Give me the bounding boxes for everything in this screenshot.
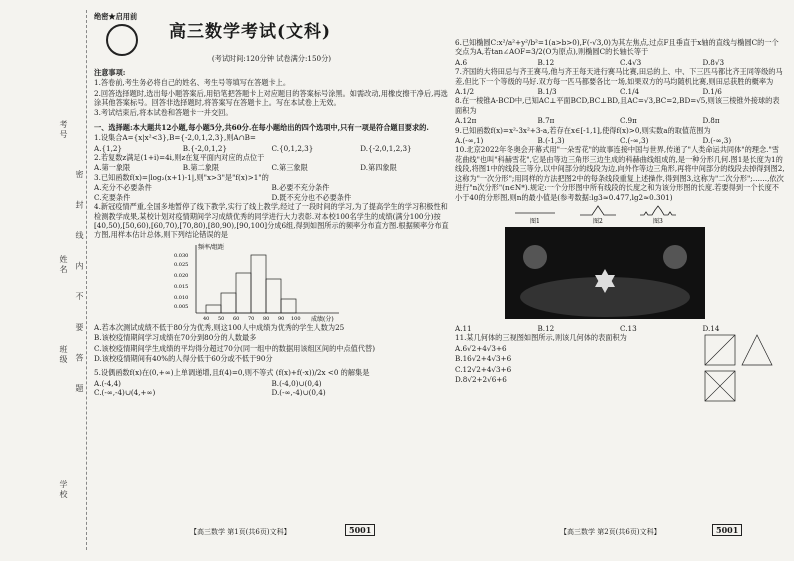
q8-options bbox=[455, 116, 785, 125]
question-5: 5.设偶函数f(x)在(0,+∞)上单调递增,且f(4)=0,则不等式 (f(x)+f(-x))/2x <0 的解集是 bbox=[94, 368, 370, 378]
question-10: 10.北京2022年冬奥会开幕式用"一朵雪花"的故事连接中国与世界,传递了"人类命运共同体"的理念."雪花曲线"也叫"科赫雪花",它是由等边三角形三边生成的科赫曲线组成的,是一种分形几何.图1是长度为1的线段,将图1中的线段三等分,以中间部分的线段为边,向外作等边三角形,再将中间部分的线段去掉得到图2,这称为"一次分形";用同样的方法把图2中的每条线段重复上述操作,得到图3,这称为"二次分形";……,依次进行"n次分形"(n∈N*).规定:一个分形图中所有线段的长度之和为该分形图的长度.若要得到一个长度不小于40的分形图,则n的最小值是(参考数据:lg3≈0.477,lg2≈0.301) bbox=[455, 145, 785, 202]
name-label: 姓名 bbox=[59, 255, 68, 275]
option: C.(-∞,-4)∪(4,+∞) bbox=[94, 388, 156, 398]
q1-options bbox=[94, 144, 449, 153]
option: C.9π bbox=[620, 116, 637, 126]
seal-line bbox=[86, 10, 87, 550]
page1-code bbox=[345, 525, 375, 535]
school-label: 学校 bbox=[59, 480, 68, 500]
question-3: 3.已知函数f(x)=|log₂(x+1)-1|,则"x>3"是"f(x)>1"的 bbox=[94, 172, 269, 182]
option: A.第一象限 bbox=[94, 163, 131, 173]
option: B.(-4,0)∪(0,4) bbox=[271, 378, 322, 388]
option: B.第二象限 bbox=[182, 163, 220, 173]
question-4: 4.新冠疫情严重,全国多地暂停了线下教学,实行了线上教学,经过了一段时间的学习,为了提高学生的学习积极性和检测教学成果,某校计划对疫情期间学习成绩优秀的同学进行大力表彰.对本校100名学生的成绩(满分100分)按[40,50),[50,60),[60,70),[70,80),[80,90),[90,100]分成6组,得到如图所示的频率分布直方图.根据频率分布直方图,用样本估计总体,则下列结论错误的是 bbox=[94, 202, 449, 240]
option: A.(-∞,1) bbox=[455, 136, 484, 146]
notes-title: 注意事项: bbox=[94, 67, 126, 77]
title-row bbox=[94, 22, 449, 54]
hist-bar bbox=[266, 279, 281, 313]
page1-code-text: 5001 bbox=[345, 524, 375, 536]
option: B.12 bbox=[537, 323, 555, 333]
q4-option-c: C.该校疫情期间学生成绩的平均得分超过70分(同一组中的数据用该组区间的中点值代替) bbox=[94, 343, 376, 353]
exam-no-label: 考号 bbox=[59, 120, 68, 140]
seal-line-text: 密 封 线 内 不 要 答 题 bbox=[75, 170, 84, 402]
option: A.6 bbox=[455, 57, 468, 67]
q11-option-c: C.12√2+4√3+6 bbox=[455, 364, 512, 374]
hist-ytick: 0.030 bbox=[174, 252, 189, 259]
hist-xlabel: 成绩(分) bbox=[311, 315, 334, 323]
secret-label: 绝密★启用前 bbox=[94, 12, 138, 21]
q5-options-row1 bbox=[94, 379, 449, 388]
q4-option-a: A.若本次测试成绩不低于80分为优秀,则这100人中成绩为优秀的学生人数为25 bbox=[94, 322, 345, 332]
option: C.1/4 bbox=[620, 87, 640, 97]
hist-xtick: 50 bbox=[218, 315, 225, 322]
hist-bar bbox=[236, 273, 251, 313]
hist-bar bbox=[221, 293, 236, 313]
option: A.{1,2} bbox=[94, 143, 123, 153]
hist-ylabel: 频率/组距 bbox=[198, 243, 225, 251]
q5-options-row2 bbox=[94, 388, 449, 397]
option: C.{0,1,2,3} bbox=[271, 143, 314, 153]
page2-code bbox=[712, 525, 742, 535]
hist-ytick: 0.015 bbox=[174, 283, 189, 290]
option: D.(-∞,-4)∪(0,4) bbox=[271, 388, 326, 398]
q9-options bbox=[455, 136, 785, 145]
q7-options bbox=[455, 87, 785, 96]
option: C.(-∞,3) bbox=[620, 136, 649, 146]
option: A.12π bbox=[455, 116, 477, 126]
page2-code-text: 5001 bbox=[712, 524, 742, 536]
option: D.既不充分也不必要条件 bbox=[271, 192, 352, 202]
question-9: 9.已知函数f(x)=x²-3x²+3-a,若存在x∈[-1,1],使得f(x)>0,则实数a的取值范围为 bbox=[455, 125, 711, 135]
fig-label-3: 图3 bbox=[653, 217, 663, 225]
q11-block bbox=[455, 333, 785, 384]
option: C.充要条件 bbox=[94, 192, 131, 202]
option: B.1/3 bbox=[537, 87, 557, 97]
option: A.11 bbox=[455, 323, 472, 333]
hist-ytick: 0.020 bbox=[174, 272, 189, 279]
option: A.充分不必要条件 bbox=[94, 183, 152, 193]
page2-footer: 【高三数学 第2页(共6页)文科】 bbox=[560, 528, 661, 536]
note-3: 3.考试结束后,将本试卷和答题卡一并交回。 bbox=[94, 108, 233, 118]
question-6: 6.已知椭圆C:x²/a²+y²/b²=1(a>b>0),F(-√3,0)为其左焦点,过点F且垂直于x轴的直线与椭圆C的一个交点为A,若tan∠AOF=3/2(O为原点),则椭圆C的长轴长等于 bbox=[455, 38, 779, 57]
q4-option-d: D.该校疫情期间有40%的人得分低于60分或不低于90分 bbox=[94, 353, 273, 363]
hist-xtick: 40 bbox=[203, 315, 210, 322]
q2-options bbox=[94, 163, 449, 172]
q6-options bbox=[455, 58, 785, 67]
question-7: 7.齐国的大将田忌与齐王赛马,他与齐王每天进行赛马比赛,田忌的上、中、下三匹马都比齐王同等级的马差,但比下一个等级的马好.双方每一匹马都要各比一场,如果双方的马均随机比赛,则田忌获胜的概率为 bbox=[455, 67, 783, 86]
q11-option-a: A.6√2+4√3+6 bbox=[455, 343, 507, 353]
q10-options bbox=[455, 324, 785, 333]
fig-label-1: 图1 bbox=[530, 217, 540, 225]
note-1: 1.答卷前,考生务必将自己的姓名、考生号等填写在答题卡上。 bbox=[94, 78, 291, 88]
opening-ceremony-photo bbox=[505, 227, 705, 319]
option: C.4√3 bbox=[620, 57, 642, 67]
option: D.(-∞,3) bbox=[702, 136, 732, 146]
option: C.第三象限 bbox=[271, 163, 308, 173]
option: D.8π bbox=[702, 116, 720, 126]
koch-figures bbox=[455, 203, 785, 225]
exam-subtitle: (考试时间:120分钟 试卷满分:150分) bbox=[211, 54, 332, 64]
option: D.8√3 bbox=[702, 57, 725, 67]
question-8: 8.在一棱锥A-BCD中,已知AC⊥平面BCD,BC⊥BD,且AC=√3,BC=2,BD=√5,则该三棱锥外接球的表面积为 bbox=[455, 96, 780, 115]
histogram-figure bbox=[174, 241, 354, 323]
three-view-figure bbox=[700, 333, 780, 405]
page2-column bbox=[455, 38, 785, 385]
q11-option-d: D.8√2+2√6+6 bbox=[455, 374, 507, 384]
q3-options-row2 bbox=[94, 193, 449, 202]
question-11: 11.某几何体的三视图如图所示,则该几何体的表面积为 bbox=[455, 333, 627, 343]
note-2: 2.回答选择题时,选出每小题答案后,用铅笔把答题卡上对应题目的答案标号涂黑。如需改动,用橡皮擦干净后,再选涂其他答案标号。回答非选择题时,将答案写在答题卡上。写在本试卷上无效。 bbox=[94, 88, 448, 108]
option: A.(-4,4) bbox=[94, 378, 121, 388]
snowflake-stage-icon bbox=[505, 227, 705, 319]
page1-footer: 【高三数学 第1页(共6页)文科】 bbox=[190, 528, 291, 536]
option: A.1/2 bbox=[455, 87, 475, 97]
hist-xtick: 70 bbox=[248, 315, 255, 322]
hist-ytick: 0.025 bbox=[174, 261, 189, 268]
option: D.{-2,0,1,2,3} bbox=[360, 143, 412, 153]
hist-bar bbox=[251, 255, 266, 313]
hist-bar bbox=[206, 305, 221, 313]
fig-label-2: 图2 bbox=[593, 217, 603, 225]
hist-xtick: 100 bbox=[291, 315, 301, 322]
option: B.{-2,0,1,2} bbox=[182, 143, 228, 153]
option: B.12 bbox=[537, 57, 555, 67]
option: D.第四象限 bbox=[360, 163, 397, 173]
class-label: 班级 bbox=[59, 345, 68, 365]
q11-option-b: B.16√2+4√3+6 bbox=[455, 354, 512, 364]
option: B.7π bbox=[537, 116, 555, 126]
page1-column bbox=[94, 12, 449, 398]
hist-xtick: 80 bbox=[263, 315, 270, 322]
option: B.必要不充分条件 bbox=[271, 183, 330, 193]
option: C.13 bbox=[620, 323, 637, 333]
question-1: 1.设集合A={x|x²<3},B={-2,0,1,2,3},则A∩B= bbox=[94, 133, 256, 143]
page-title: 高三数学考试(文科) bbox=[169, 22, 332, 43]
hist-bar bbox=[281, 299, 296, 313]
hist-xtick: 90 bbox=[278, 315, 285, 322]
section-1-header: 一、选择题:本大题共12小题,每小题5分,共60分.在每小题给出的四个选项中,只有一项是符合题目要求的. bbox=[94, 122, 429, 132]
option: B.(-1,3) bbox=[537, 136, 565, 146]
question-2: 2.若复数z满足(1+i)=4i,则z在复平面内对应的点位于 bbox=[94, 153, 265, 163]
photo-row bbox=[455, 227, 785, 322]
option: D.14 bbox=[702, 323, 720, 333]
logo-icon bbox=[106, 24, 138, 56]
option: D.1/6 bbox=[702, 87, 722, 97]
q3-options-row1 bbox=[94, 183, 449, 192]
hist-xtick: 60 bbox=[233, 315, 240, 322]
hist-ytick: 0.010 bbox=[174, 294, 189, 301]
hist-ytick: 0.005 bbox=[174, 303, 189, 310]
q4-option-b: B.该校疫情期间学习成绩在70分到80分的人数最多 bbox=[94, 333, 257, 343]
